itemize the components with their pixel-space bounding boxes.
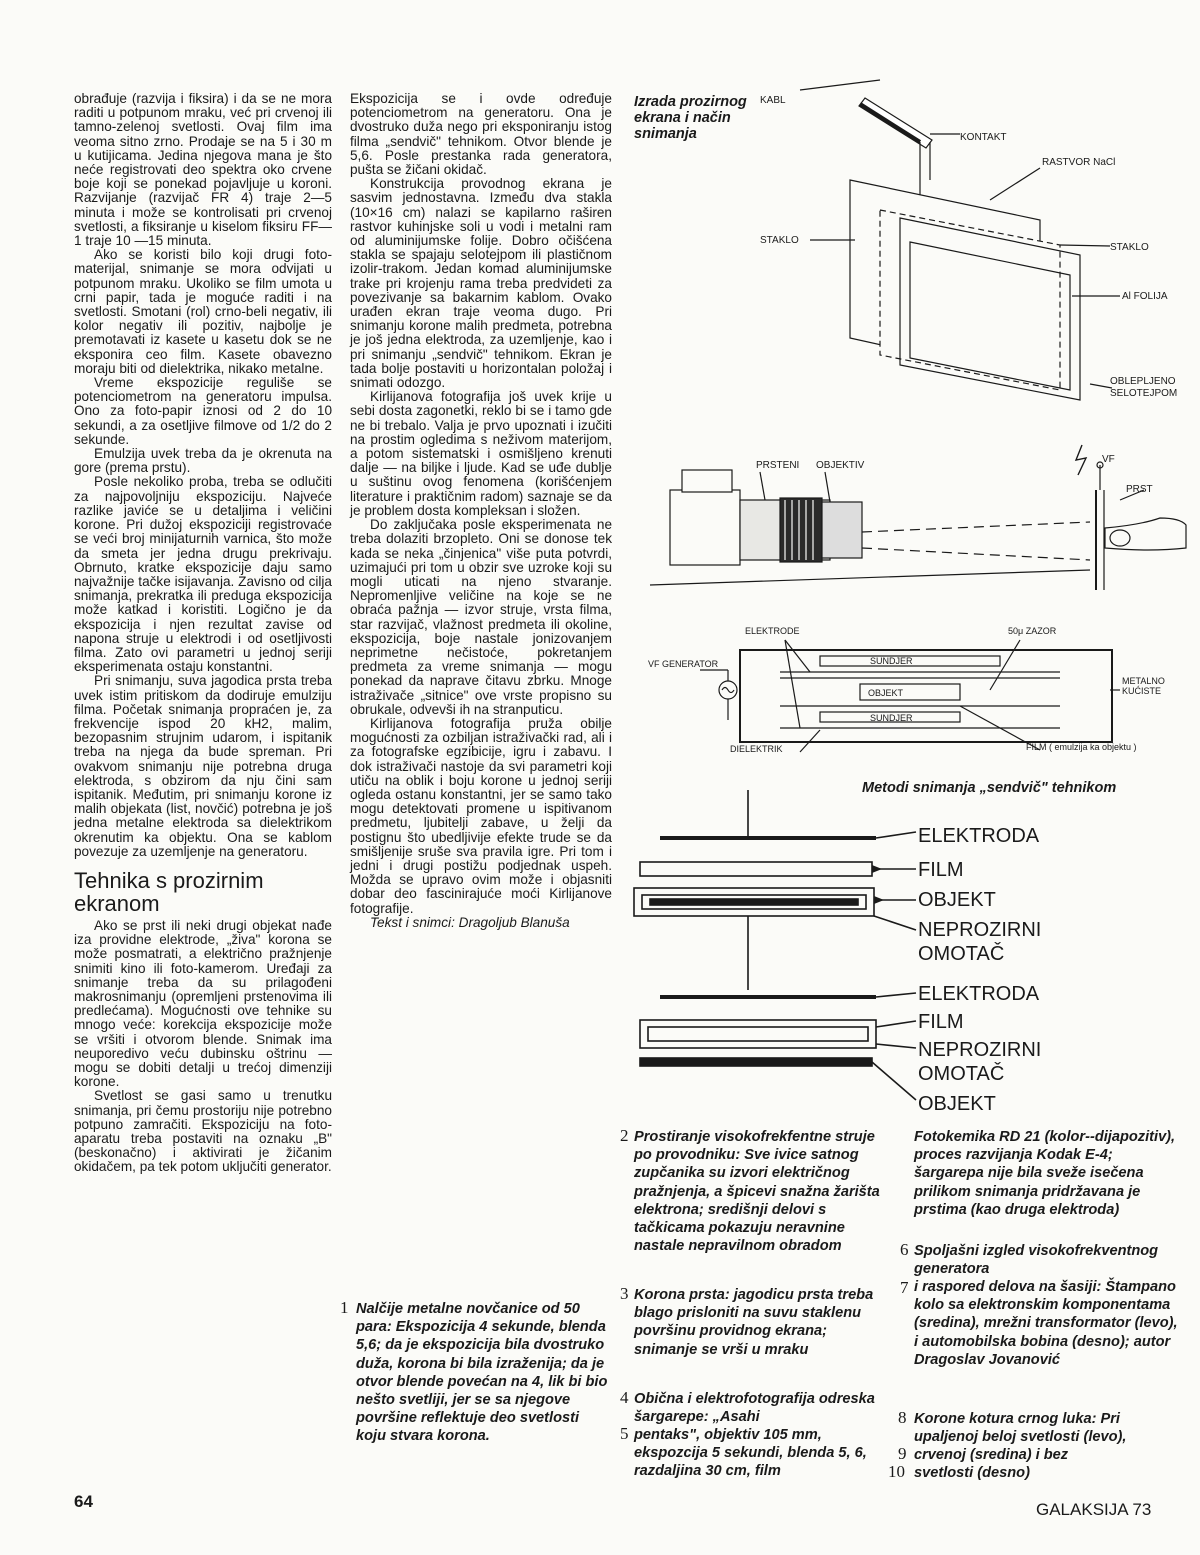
paragraph: Ekspozicija se i ovde određuje potenciometrom na generatoru. Ona je dvostruko duža nego pri eksponiranju istog filma „sendvič" tehnikom. Otvor blende je 5,6. Posle prestanka rada generatora, pušta se žičani okidač. bbox=[350, 91, 612, 178]
paragraph: Kirlijanova fotografija pruža obilje mogućnosti za ozbiljan istraživački rad, ali i za fotografske egzibicije, igru i zabavu. I dok istraživači nastoje da svi parametri koji utiču na oblik i boju korone u jednoj seriji ogleda ostanu konstantni, jer se samo tako mogu detektovati promene u ispitivanom predmetu, ljubitelji zabave, u želji da postignu što ubedljivije efekte trude se da smišljenije sruše sva pravila igre. Pri tom i jedni i drugi postižu podjednak uspeh. Možda se upravo ovim može i objasniti dobar deo fascinirajuće moći Kirlijanove fotografije. bbox=[350, 715, 612, 916]
paragraph: Pri snimanju, suva jagodica prsta treba uvek istim pritiskom da dodiruje emulziju filma. Početak snimanja propraćen je, za frekvencije ispod 20 kH2, malim, bezopasnim strujnim udarom, i ispitanik treba na njega da bude spreman. Pri ovakvom snimanju nije potrebna druga elektroda, s obzirom da nju čini sam ispitanik. Međutim, pri snimanju korone iz malih objekata (list, novčić) potrebna je još jedna metalne elektroda sa dielektrikom okrenutim ka objektu. Ona se kablom povezuje za uzemljenje na generatoru. bbox=[74, 673, 332, 859]
paragraph: Ako se koristi bilo koji drugi foto-materijal, snimanje se mora odvijati u potpunom mraku. Ukoliko se film umota u crni papir, tada je moguće raditi i na svetlosti. Smotani (rol) crno-beli negativ, ili kolor negativ ili pozitiv, najbolje je premotavati iz kasete u kasetu dok se ne eksponira ceo film. Kasete obavezno moraju biti od dielektrika, nikako metalne. bbox=[74, 247, 332, 376]
caption-number: 8 bbox=[898, 1408, 907, 1427]
caption-number: 6 bbox=[900, 1240, 909, 1259]
caption-1: Nalčije metalne novčanice od 50 para: Ekspozicija 4 sekunde, blenda 5,6; da je ekspozicija bila dvostruko duža, korona bi bila izraženija; da je otvor blende povećan na 4, lik bi bio nešto svetliji, jer se sa njegove površine reflektuje deo svetlosti koju stvara korona. bbox=[356, 1301, 608, 1445]
figure-1-title: Izrada prozirnog ekrana i način snimanja bbox=[634, 94, 747, 142]
label-vf: VF bbox=[1102, 454, 1115, 465]
paragraph: Posle nekoliko proba, treba se odlučiti za najpovoljniju ekspoziciju. Najveće razlike javiće se u detaljima i veličini korone. Pri dužoj ekspoziciji registrovaće se veći broj minijaturnih varnica, što može da smeta jer jedna drugu prekrivaju. Obrnuto, kratke ekspozicije daju samo najvažnije tačke isijavanja. Zavisno od cilja snimanja, prekratka ili preduga ekspozicija može katkad i koristiti. Logično je da ekspozicija i njen rezultat zavise od napona struje u elektrodi i od osetljivosti filma. Zato ovi parametri u jednoj seriji eksperimenata ostaju konstantni. bbox=[74, 474, 332, 675]
label-staklo-right: STAKLO bbox=[1110, 242, 1149, 253]
label-film: FILM ( emulzija ka objektu ) bbox=[1026, 742, 1137, 752]
caption-number: 3 bbox=[620, 1284, 629, 1303]
paragraph: Konstrukcija provodnog ekrana je sasvim jednostavna. Između dva stakla (10×16 cm) nalazi se kapilarno raširen rastvor kuhinjske soli u vodi i metalni ram od aluminijumske folije. Dobro očišćena stakla se spajaju selotejpom ili plastičnom izolir-trakom. Jedan komad aluminijumske trake pri krojenju rama treba predvideti za povezivanje sa bakarnim kablom. Ovako urađen ekran traje veoma dugo. Pri snimanju korone malih predmeta, potrebna je još jedna elektroda, za uzemljenje, kao i pri snimanju „sendvič" tehnikom. Ekran je tada bolje postaviti u horizontalan položaj i snimati odozgo. bbox=[350, 176, 612, 391]
label-objekt: OBJEKT bbox=[868, 688, 904, 698]
caption-9: crvenoj (sredina) i bez bbox=[914, 1447, 1069, 1463]
caption-3: Korona prsta: jagodicu prsta treba blago prisloniti na suvu staklenu površinu providnog ekrana; snimanje se vrši u mraku bbox=[634, 1287, 874, 1358]
label-rastvor: RASTVOR NaCl bbox=[1042, 157, 1116, 168]
stack-upper-neprozirni: NEPROZIRNI bbox=[918, 919, 1042, 941]
stack-lower-film: FILM bbox=[918, 1011, 964, 1033]
label-vf-generator: VF GENERATOR bbox=[648, 659, 719, 669]
stack-lower-objekt: OBJEKT bbox=[918, 1093, 996, 1115]
caption-4: Obična i elektrofotografija odreska šargarepe: „Asahi bbox=[634, 1391, 875, 1426]
label-prsteni: PRSTENI bbox=[756, 460, 800, 471]
figure-1-diagram bbox=[620, 70, 1190, 600]
figure-2-title: Metodi snimanja „sendvič" tehnikom bbox=[862, 780, 1117, 796]
paragraph: obrađuje (razvija i fiksira) i da se ne mora raditi u potpunom mraku, već pri crvenoj ili tamno-zelenoj svetlosti. Ovaj film ima veoma sitno zrno. Prodaje se na 5 i 30 m u kutijicama. Jedina njegova mana je što neće registrovati deo spektra oko crvene boje koji se ponekad pojavljuje u koroni. Razvijanje (razvijač FR 4) traje 2—5 minuta i može se kontrolisati pri crvenoj svetlosti, a fiksiranje u kiselom fiksiru FF—1 traje 10 —15 minuta. bbox=[74, 91, 332, 249]
stack-upper-objekt: OBJEKT bbox=[918, 889, 996, 911]
label-dielektrik: DIELEKTRIK bbox=[730, 744, 783, 754]
paragraph: Svetlost se gasi samo u trenutku snimanja, pri čemu prostoriju nije potrebno potpuno zamračiti. Ekspoziciju na foto-aparatu treba postaviti na oznaku „B" (beskonačno) i aktivirati je žičanim okidačem, pa tek potom uključiti generator. bbox=[74, 1088, 332, 1175]
stack-lower-elektroda: ELEKTRODA bbox=[918, 983, 1040, 1005]
label-kuciste: KUĆISTE bbox=[1122, 686, 1162, 696]
caption-5-continued: Fotokemika RD 21 (kolor--dijapozitiv), proces razvijanja Kodak E-4; šargarepa nije bila sveže isečena prilikom snimanja pridržavana je prstima (kao druga elektroda) bbox=[914, 1129, 1176, 1218]
label-sundjer-bottom: SUNDJER bbox=[870, 713, 913, 723]
label-staklo-left: STAKLO bbox=[760, 235, 799, 246]
magazine-folio: GALAKSIJA 73 bbox=[1036, 1500, 1152, 1519]
stack-lower-neprozirni: NEPROZIRNI bbox=[918, 1039, 1042, 1061]
paragraph: Kirlijanova fotografija još uvek krije u sebi dosta zagonetki, reklo bi se i tamo gde ne bi trebalo. Valja je prvo upoznati i izučiti na prostim ogledima s neživom materijom, a potom sistematski i osmišljeno krenuti dalje — na biljke i ljude. Kad se uđe dublje u suštinu ovog fenomena (korišćenjem literature i praktičnim radom) saznaje se da je problem dosta kompleksan i složen. bbox=[350, 389, 612, 518]
section-heading: Tehnika s prozirnim ekranom bbox=[74, 867, 264, 916]
caption-number: 5 bbox=[620, 1424, 629, 1443]
label-al-folija: Al FOLIJA bbox=[1122, 291, 1168, 302]
caption-6: Spoljašni izgled visokofrekventnog generatora bbox=[914, 1243, 1159, 1278]
page-number-left: 64 bbox=[74, 1492, 93, 1511]
label-elektrode: ELEKTRODE bbox=[745, 626, 800, 636]
caption-8: Korone kotura crnog luka: Pri upaljenoj beloj svetlosti (levo), bbox=[914, 1411, 1127, 1446]
caption-number: 4 bbox=[620, 1388, 629, 1407]
paragraph: Do zaključaka posle eksperimenata ne treba dolaziti brzopleto. Oni se donose tek kada se neka „činjenica" više puta potvrdi, uzimajući pri tom u obzir sve uzroke koji su mogli uticati na njeno stvaranje. Nepromenljive veličine na koje se ne obraća pažnja — izvor struje, vrsta filma, star razvijač, vlažnost predmeta ili okoline, ekspozicija, boje nastale jonizovanjem neprimetne nečistoće, pokretanjem predmeta za vreme snimanja — mogu ponekad da naprave čitavu zbrku. Mnoge istraživače „sitnice" ove vrste propisno su obrukale, odvevši ih na stranputicu. bbox=[350, 517, 612, 717]
caption-number: 2 bbox=[620, 1126, 629, 1145]
stack-upper-film: FILM bbox=[918, 859, 964, 881]
caption-7: i raspored delova na šasiji: Štampano kolo sa elektronskim komponentama (sredina), mrežni transformator (levo), i automobilska bobina (desno); autor Dragoslav Jovanović bbox=[914, 1279, 1178, 1368]
stack-upper-omotac: OMOTAČ bbox=[918, 943, 1005, 965]
stack-upper-elektroda: ELEKTRODA bbox=[918, 825, 1040, 847]
label-objektiv: OBJEKTIV bbox=[816, 460, 865, 471]
label-prst: PRST bbox=[1126, 484, 1153, 495]
label-metalno: METALNO bbox=[1122, 676, 1165, 686]
label-kabl: KABL bbox=[760, 95, 786, 106]
stack-lower-omotac: OMOTAČ bbox=[918, 1063, 1005, 1085]
label-zazor: 50μ ZAZOR bbox=[1008, 626, 1057, 636]
figure-3-diagram bbox=[620, 790, 1100, 1120]
article-column-1 bbox=[74, 92, 332, 1175]
caption-number: 9 bbox=[898, 1444, 907, 1463]
caption-2: Prostiranje visokofrekfentne struje po provodniku: Sve ivice satnog zupčanika su izvori električnog pražnjenja, a špicevi snažna žarišta elektrona; središnji delovi s tačkicama pokazuju neravnine nastale nepravilnom obradom bbox=[634, 1129, 880, 1255]
label-oblepljeno: OBLEPLJENO bbox=[1110, 376, 1176, 387]
caption-number: 7 bbox=[900, 1278, 909, 1297]
caption-number: 1 bbox=[340, 1298, 349, 1317]
paragraph: Vreme ekspozicije reguliše se potenciometrom na generatoru impulsa. Ono za foto-papir iznosi od 2 do 10 sekundi, a za osetljive filmove od 1/2 do 2 sekunde. bbox=[74, 375, 332, 447]
label-selotejpom: SELOTEJPOM bbox=[1110, 388, 1178, 399]
paragraph: Ako se prst ili neki drugi objekat nađe iza providne elektrode, „živa" korona se može posmatrati, a električno pražnjenje snimiti kino ili foto-kamerom. Uređaji za snimanje treba da su prilagođeni makrosnimanju (opremljeni prstenovima ili predlećama). Mogućnosti ove tehnike su mnogo veće: korekcija ekspozicije može se vršiti i otvorom blende. Snimak ima neuporedivo veću dubinsku oštrinu — mogu se dobiti detalji u trećoj dimenziji korone. bbox=[74, 917, 332, 1090]
author-credit: Tekst i snimci: Dragoljub Blanuša bbox=[370, 914, 570, 930]
label-kontakt: KONTAKT bbox=[960, 132, 1007, 143]
paragraph: Emulzija uvek treba da je okrenuta na gore (prema prstu). bbox=[74, 446, 332, 476]
caption-10: svetlosti (desno) bbox=[914, 1465, 1030, 1481]
label-sundjer-top: SUNDJER bbox=[870, 656, 913, 666]
article-column-2 bbox=[350, 92, 612, 930]
caption-5: pentaks", objektiv 105 mm, ekspozcija 5 sekundi, blenda 5, 6, razdaljina 30 cm, film bbox=[634, 1427, 867, 1480]
caption-number: 10 bbox=[888, 1462, 905, 1481]
figure-2-diagram bbox=[640, 620, 1190, 780]
